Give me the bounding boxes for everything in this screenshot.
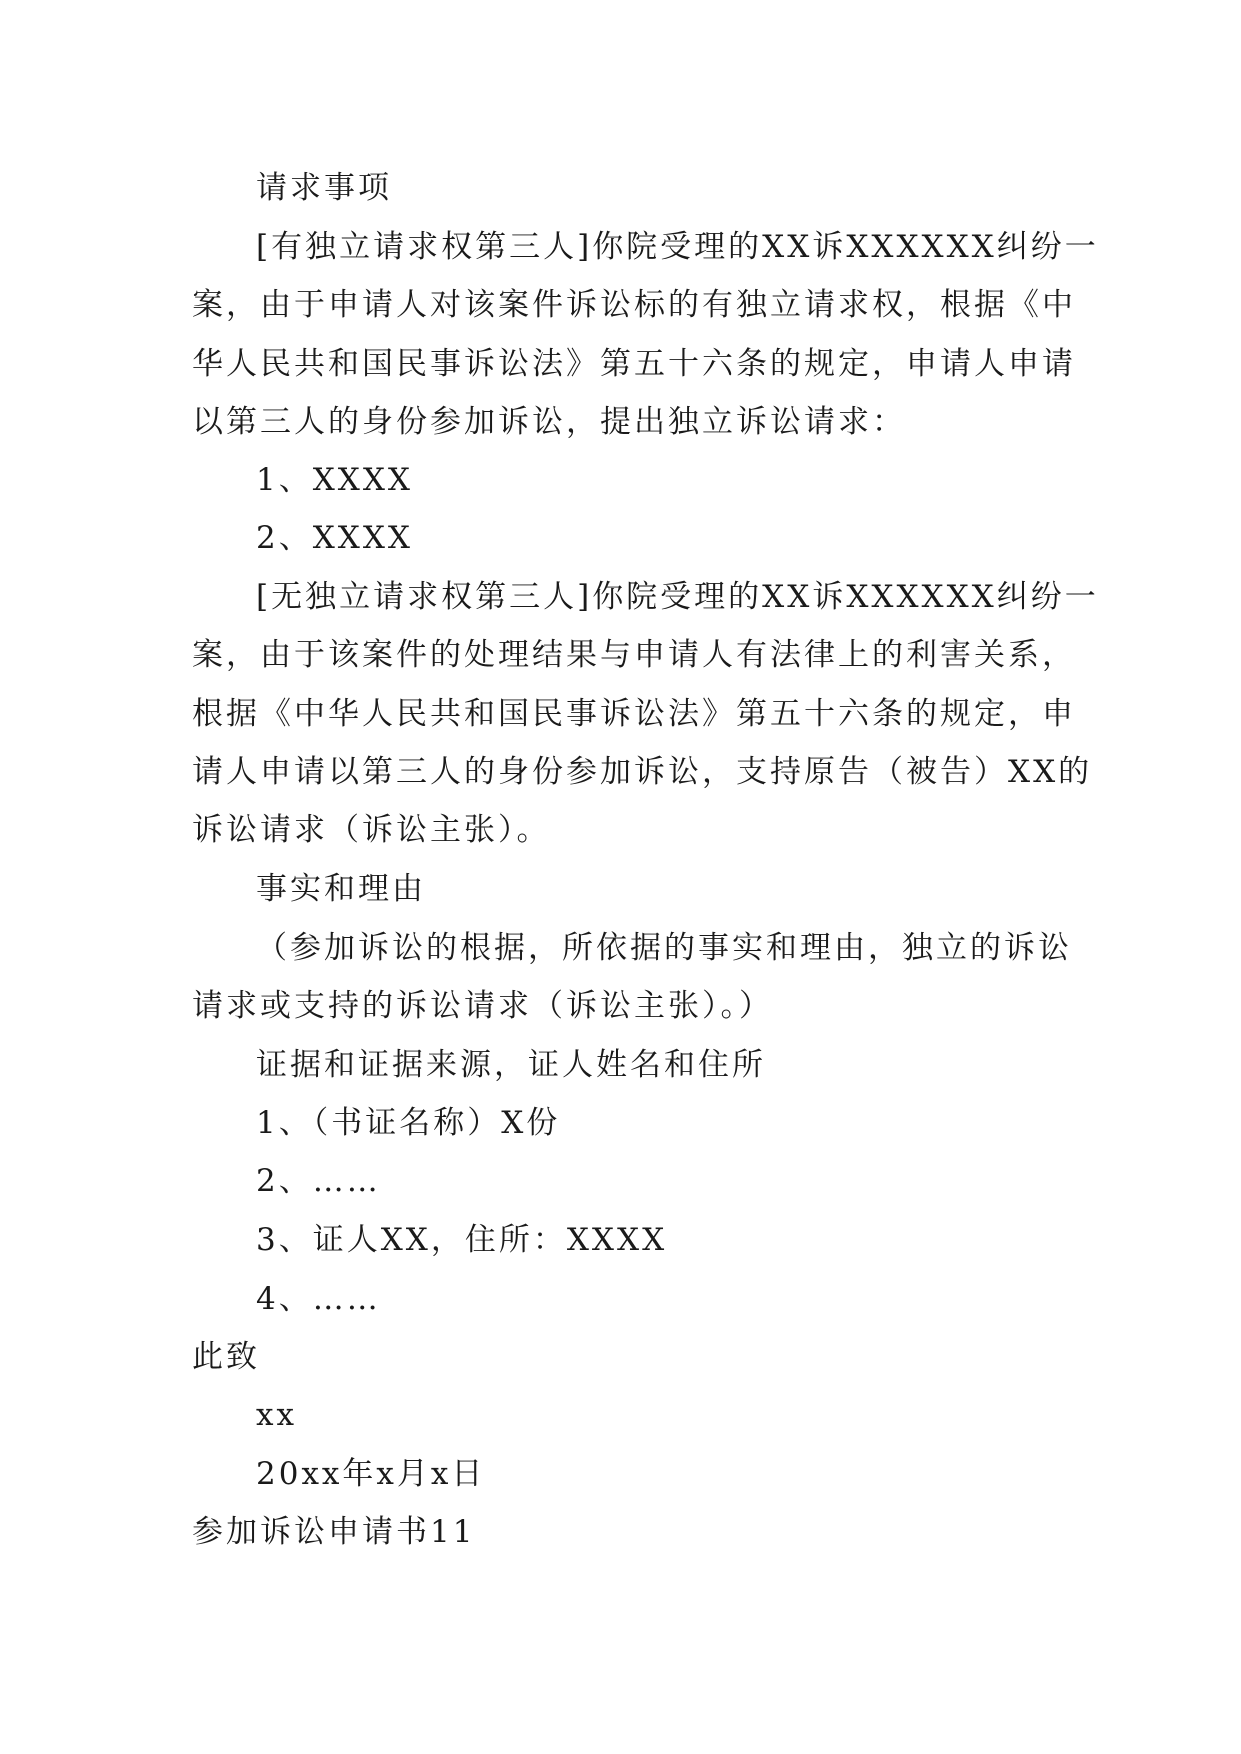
paragraph-line: 华人民共和国民事诉讼法》第五十六条的规定，申请人申请 bbox=[192, 346, 1076, 382]
paragraph-line: 请人申请以第三人的身份参加诉讼，支持原告（被告）XX的 bbox=[192, 754, 1093, 790]
list-item: 4、…… bbox=[256, 1281, 381, 1317]
paragraph-line: （参加诉讼的根据，所依据的事实和理由，独立的诉讼 bbox=[256, 930, 1072, 966]
section-heading-claims: 请求事项 bbox=[256, 170, 392, 206]
date-line: 20xx年x月x日 bbox=[256, 1456, 486, 1492]
paragraph-line: 诉讼请求（诉讼主张）。 bbox=[192, 812, 551, 848]
section-heading-facts: 事实和理由 bbox=[256, 871, 426, 907]
list-item: 2、…… bbox=[256, 1163, 381, 1199]
paragraph-line: 根据《中华人民共和国民事诉讼法》第五十六条的规定，申 bbox=[192, 696, 1076, 732]
paragraph-line: [无独立请求权第三人]你院受理的XX诉XXXXXX纠纷一 bbox=[256, 579, 1099, 615]
paragraph-line: 请求或支持的诉讼请求（诉讼主张）。） bbox=[192, 988, 773, 1024]
list-item: 1、XXXX bbox=[256, 462, 414, 498]
recipient: xx bbox=[256, 1397, 297, 1433]
paragraph-line: 案，由于申请人对该案件诉讼标的有独立请求权，根据《中 bbox=[192, 287, 1076, 323]
paragraph-line: 以第三人的身份参加诉讼，提出独立诉讼请求： bbox=[192, 404, 906, 440]
paragraph-line: 案，由于该案件的处理结果与申请人有法律上的利害关系， bbox=[192, 637, 1076, 673]
section-heading-evidence: 证据和证据来源，证人姓名和住所 bbox=[256, 1047, 766, 1083]
document-title: 参加诉讼申请书11 bbox=[192, 1514, 476, 1550]
list-item: 1、（书证名称）X份 bbox=[256, 1105, 561, 1141]
paragraph-line: [有独立请求权第三人]你院受理的XX诉XXXXXX纠纷一 bbox=[256, 229, 1099, 265]
list-item: 3、证人XX，住所：XXXX bbox=[256, 1222, 668, 1258]
closing-salutation: 此致 bbox=[192, 1339, 260, 1375]
list-item: 2、XXXX bbox=[256, 520, 414, 556]
